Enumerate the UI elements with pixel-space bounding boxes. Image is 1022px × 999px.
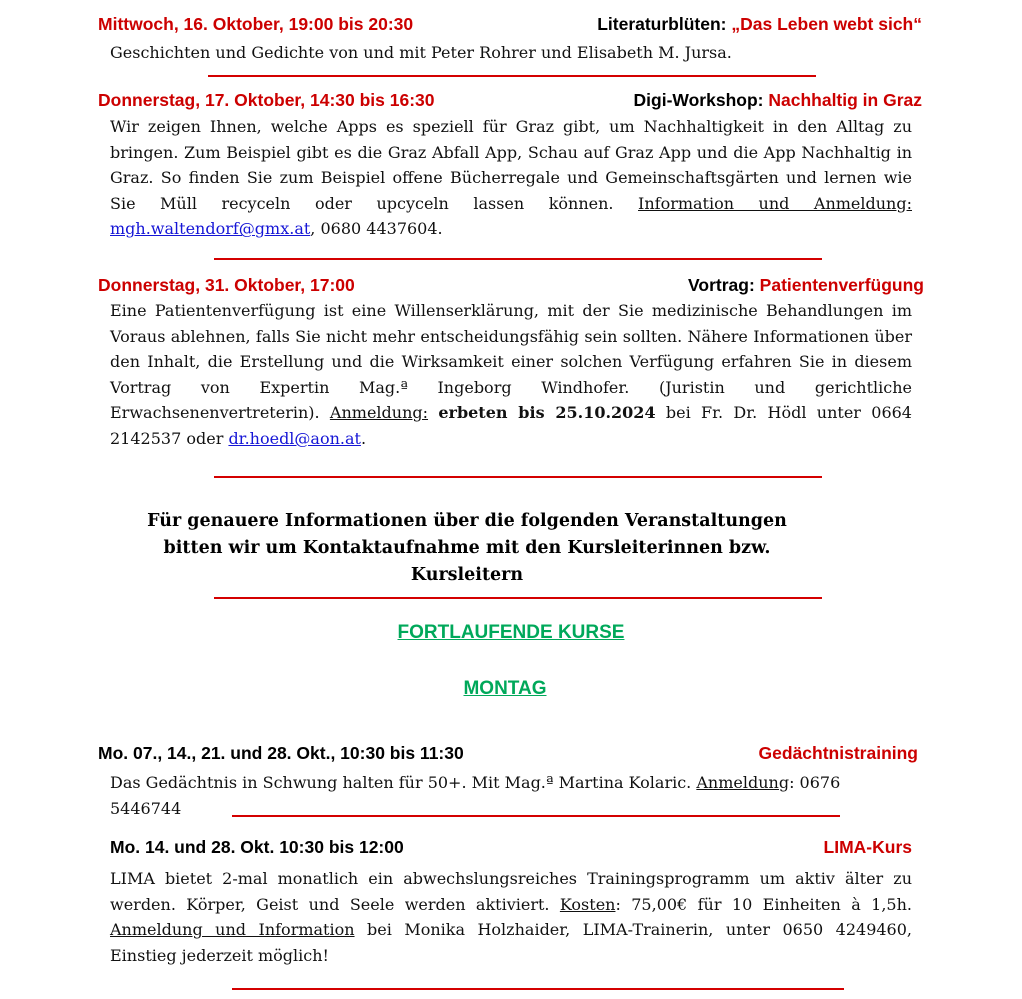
divider [214, 597, 822, 599]
contact-note-line-1: Für genauere Informationen über die folgenden Veranstaltungen [147, 511, 787, 531]
course-1-date: Mo. 07., 14., 21. und 28. Okt., 10:30 bis 11:30 [98, 743, 464, 763]
divider [232, 815, 840, 817]
event-2-category: Digi-Workshop: [633, 90, 764, 110]
course-2-cost-label: Kosten [559, 894, 616, 914]
course-1-phone: : 0676 5446744 [110, 773, 841, 818]
divider [208, 75, 816, 77]
event-2-heading [634, 90, 922, 111]
event-3-header [98, 275, 924, 296]
event-3-description [110, 298, 912, 452]
event-3-category: Vortrag: [688, 275, 755, 295]
event-1-date: Mittwoch, 16. Oktober, 19:00 bis 20:30 [98, 14, 414, 34]
course-1-text: Das Gedächtnis in Schwung halten für 50+. Mit Mag.ª Martina Kolaric. [110, 773, 692, 792]
event-3-contact: bei Fr. Dr. Hödl unter 0664 2142537 oder [110, 403, 912, 448]
event-3-date: Donnerstag, 31. Oktober, 17:00 [98, 275, 355, 295]
event-2-header [98, 90, 922, 111]
event-1-header [98, 14, 922, 35]
course-2-date: Mo. 14. und 28. Okt. 10:30 bis 12:00 [110, 837, 404, 857]
contact-note-line-3: Kursleitern [410, 565, 524, 585]
contact-note-line-2: bitten wir um Kontaktaufnahme mit den Kursleiterinnen bzw. [163, 538, 771, 558]
divider [214, 258, 822, 260]
event-1-title: „Das Leben webt sich“ [731, 14, 922, 34]
event-3-email-link[interactable]: dr.hoedl@aon.at [228, 428, 361, 448]
course-1-info-label: Anmeldung [696, 773, 790, 792]
section-monday: MONTAG [463, 678, 547, 699]
course-2-cost: : 75,00€ für 10 Einheiten à 1,5h. [615, 894, 912, 914]
event-2-date: Donnerstag, 17. Oktober, 14:30 bis 16:30 [98, 90, 435, 110]
course-2-text: LIMA bietet 2-mal monatlich ein abwechslungsreiches Trainingsprogramm um aktiv älter zu werden. Körper, Geist und Seele werden aktiviert. [110, 869, 912, 914]
event-3-deadline: erbeten bis 25.10.2024 [438, 403, 656, 423]
event-2-description [110, 114, 912, 242]
event-3-heading [688, 275, 924, 296]
event-1-category: Literaturblüten: [597, 14, 727, 34]
course-1-description [110, 770, 916, 821]
event-2-email-link[interactable]: mgh.waltendorf@gmx.at [110, 219, 311, 239]
course-2-info-label: Anmeldung und Information [110, 920, 355, 940]
contact-note [0, 508, 934, 589]
event-2-title: Nachhaltig in Graz [768, 90, 922, 110]
event-3-text: Eine Patientenverfügung ist eine Willenserklärung, mit der Sie medizinische Behandlungen im Voraus ablehnen, falls Sie nicht mehr entscheidungsfähig sein sollten. Nähere Informationen über den Inhalt, die Erstellung und die Wirksamkeit einer solchen Verfügung erfahren Sie in diesem Vortrag von Expertin Mag.ª Ingeborg Windhofer. (Juristin und gerichtliche Erwachsenenvertreterin). [110, 301, 912, 423]
divider [232, 988, 844, 990]
event-2-phone: , 0680 4437604. [310, 219, 443, 239]
course-2-title: LIMA-Kurs [823, 837, 912, 857]
event-1-description: Geschichten und Gedichte von und mit Peter Rohrer und Elisabeth M. Jursa. [110, 43, 732, 62]
course-2-header [110, 837, 912, 858]
event-1-heading [597, 14, 922, 35]
event-3-end: . [360, 428, 367, 448]
event-3-title: Patientenverfügung [759, 275, 924, 295]
divider [214, 476, 822, 478]
course-2-description [110, 866, 912, 968]
course-2-contact: bei Monika Holzhaider, LIMA-Trainerin, unter 0650 4249460, Einstieg jederzeit möglich! [110, 920, 912, 965]
section-ongoing-courses: FORTLAUFENDE KURSE [397, 622, 625, 643]
course-1-header [98, 743, 918, 764]
event-3-info-label: Anmeldung: [329, 403, 429, 423]
event-2-text: Wir zeigen Ihnen, welche Apps es speziell für Graz gibt, um Nachhaltigkeit in den Alltag zu bringen. Zum Beispiel gibt es die Graz Abfall App, Schau auf Graz App und die App Nachhaltig in Graz. So finden Sie zum Beispiel offene Bücherregale und Gemeinschaftsgärten und lernen wie Sie Müll recyceln oder upcyceln lassen können. [110, 117, 912, 213]
event-2-info-label: Information und Anmeldung: [638, 193, 912, 213]
course-1-title: Gedächtnistraining [758, 743, 918, 763]
